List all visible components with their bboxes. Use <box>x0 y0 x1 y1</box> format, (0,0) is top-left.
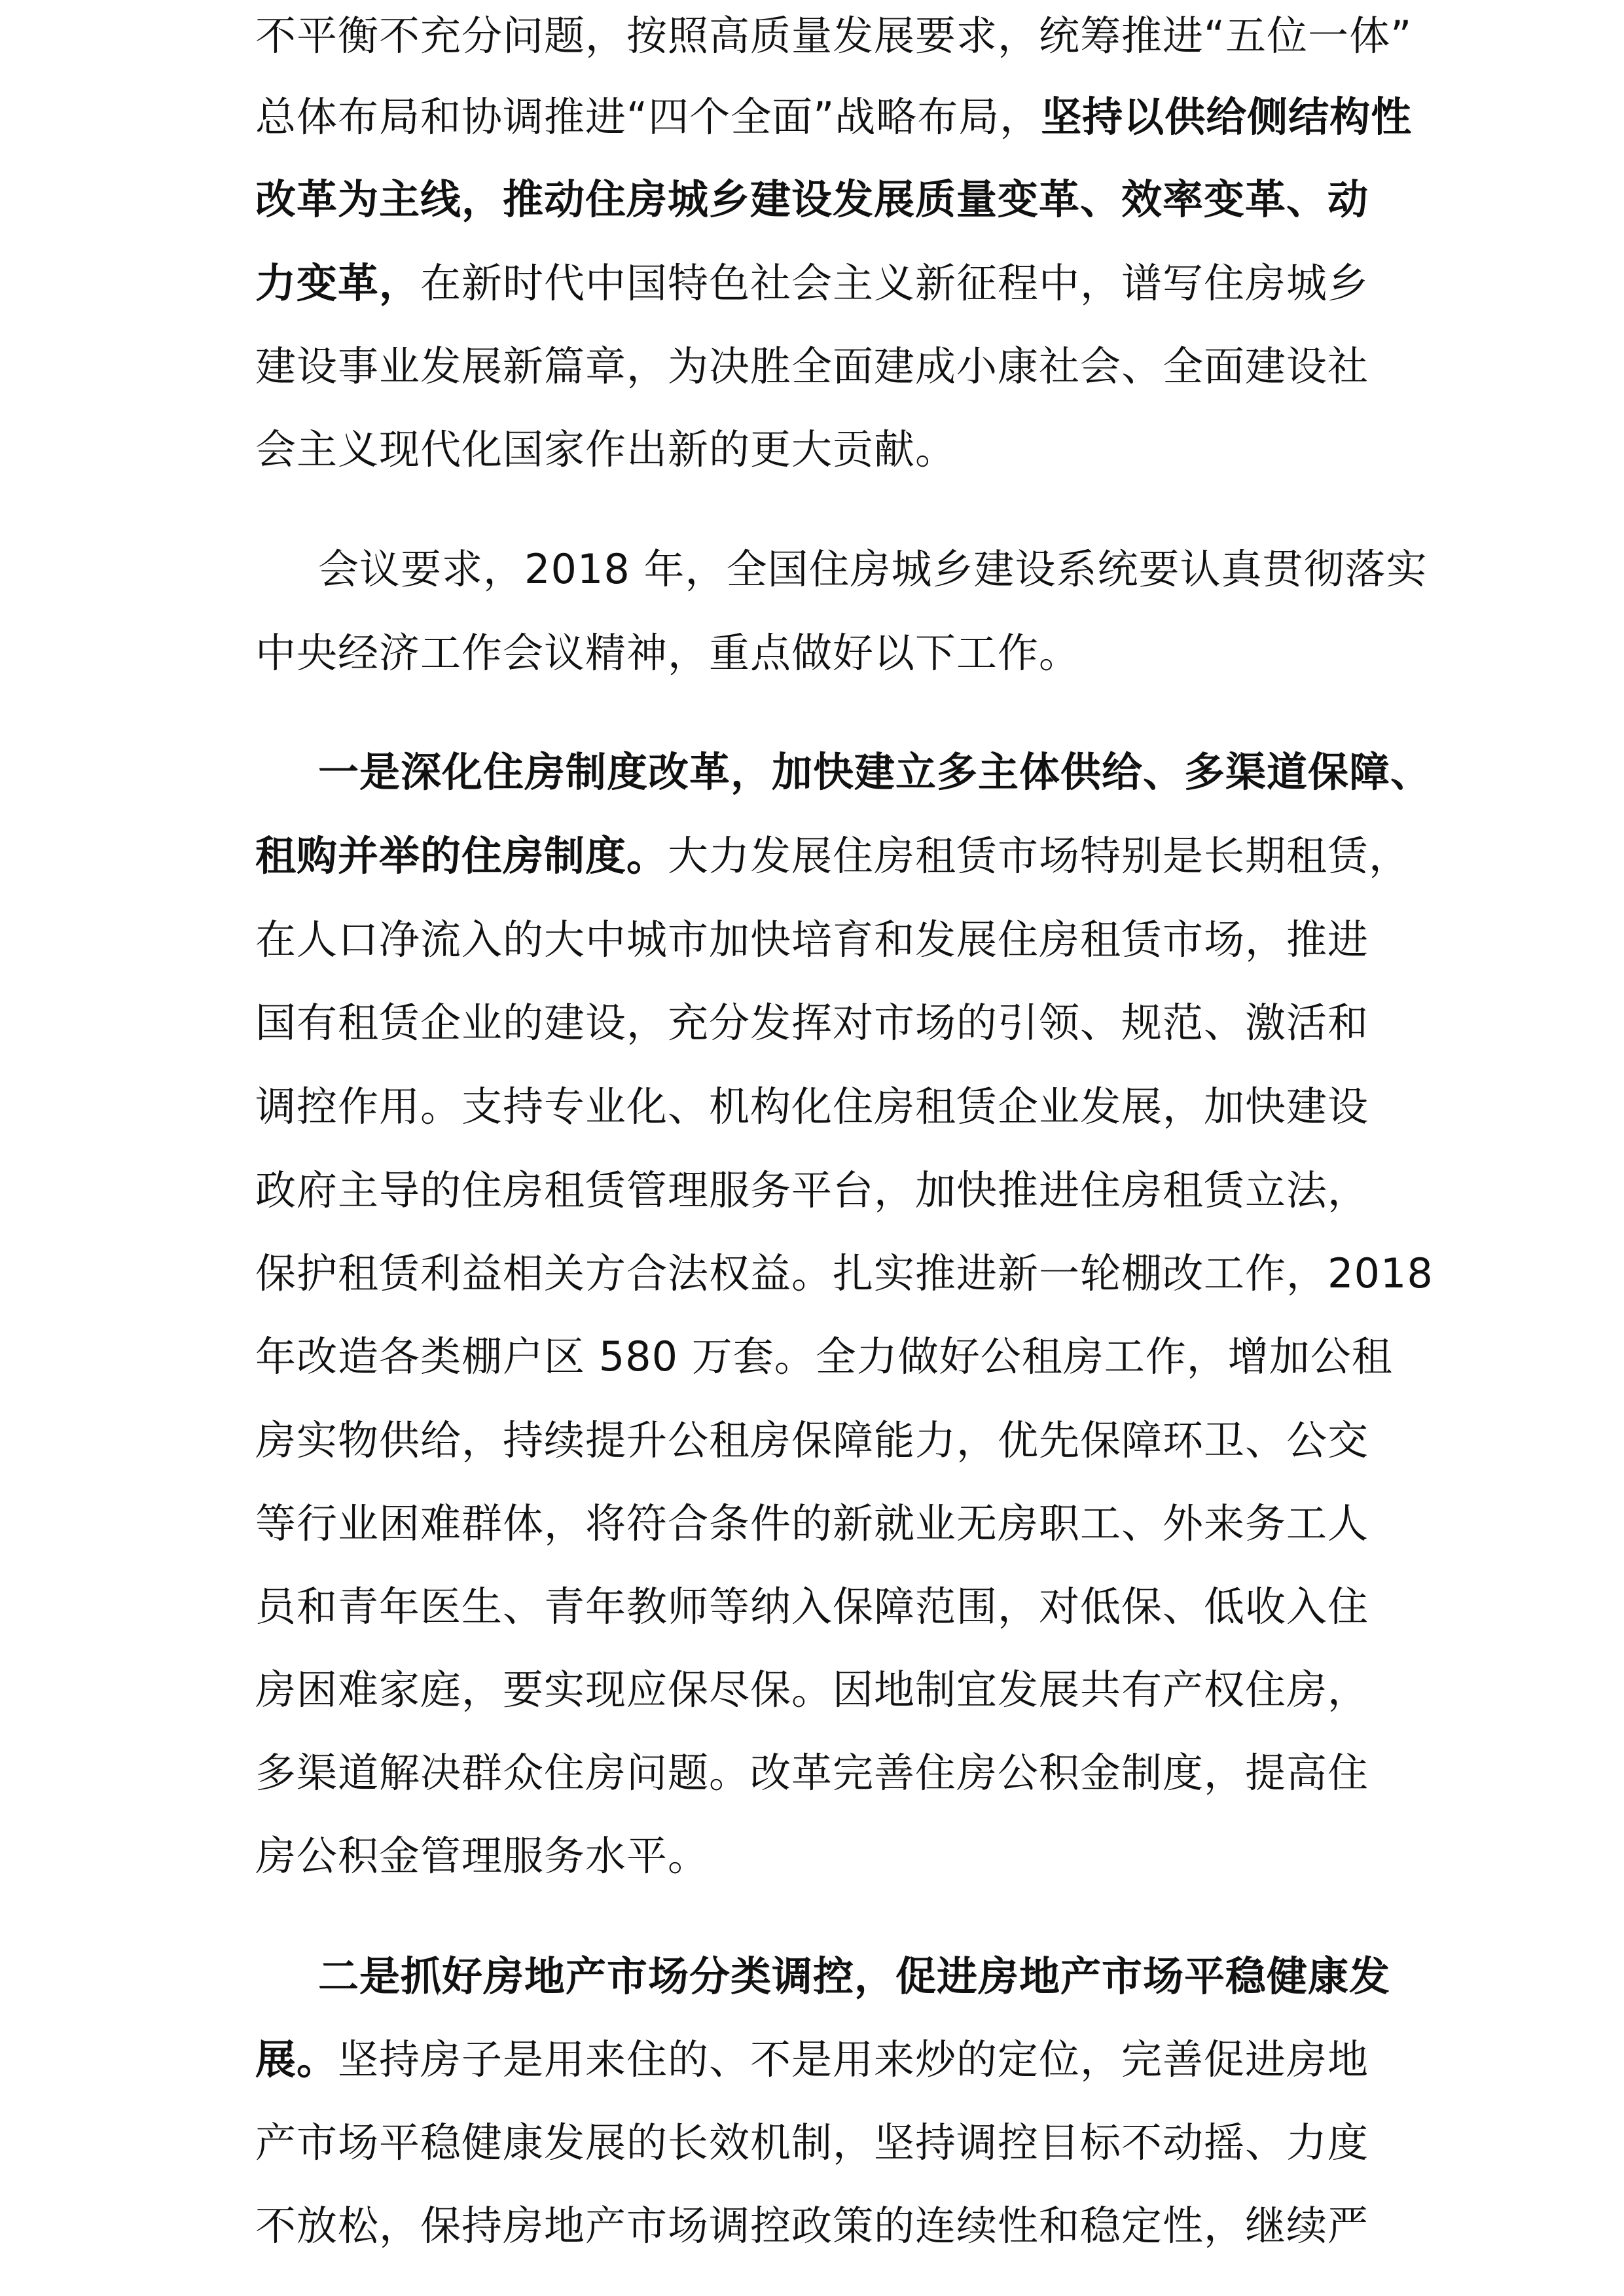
text-run: 坚持房子是用来住的、不是用来炒的定位，完善促进房地 <box>338 2036 1369 2083</box>
paragraph-1-line-6 <box>255 414 1381 486</box>
text-run: 建设事业发展新篇章，为决胜全面建成小康社会、全面建设社 <box>255 342 1369 390</box>
paragraph-4-line-2 <box>255 2024 1381 2096</box>
text-run: 国有租赁企业的建设，充分发挥对市场的引领、规范、激活和 <box>255 999 1369 1047</box>
text-run: 房公积金管理服务水平。 <box>255 1832 710 1880</box>
text-run: 不平衡不充分问题，按照高质量发展要求，统筹推进“五位一体” <box>255 12 1413 60</box>
text-run: 不放松，保持房地产市场调控政策的连续性和稳定性，继续严 <box>255 2202 1369 2250</box>
paragraph-1-line-2 <box>255 81 1413 153</box>
paragraph-3-line-1 <box>318 736 1432 808</box>
paragraph-3-line-9 <box>255 1405 1381 1477</box>
bold-text-run: 二是抓好房地产市场分类调控，促进房地产市场平稳健康发 <box>318 1952 1391 2000</box>
paragraph-2-line-2 <box>255 617 1381 689</box>
text-run: 年改造各类棚户区 580 万套。全力做好公租房工作，增加公租 <box>255 1333 1393 1380</box>
text-run: 总体布局和协调推进“四个全面”战略布局， <box>255 93 1041 141</box>
paragraph-3-line-12 <box>255 1654 1381 1726</box>
text-run: 政府主导的住房租赁管理服务平台，加快推进住房租赁立法， <box>255 1166 1369 1214</box>
bold-text-run: 一是深化住房制度改革，加快建立多主体供给、多渠道保障、 <box>318 748 1432 796</box>
text-run: 在新时代中国特色社会主义新征程中，谱写住房城乡 <box>420 259 1369 307</box>
paragraph-4-line-4 <box>255 2190 1381 2262</box>
paragraph-3-line-7 <box>255 1238 1434 1310</box>
text-run: 调控作用。支持专业化、机构化住房租赁企业发展，加快建设 <box>255 1083 1369 1130</box>
paragraph-4-line-3 <box>255 2107 1381 2179</box>
text-run: 产市场平稳健康发展的长效机制，坚持调控目标不动摇、力度 <box>255 2119 1369 2166</box>
text-run: 会主义现代化国家作出新的更大贡献。 <box>255 425 957 473</box>
paragraph-3-line-10 <box>255 1488 1381 1560</box>
bold-text-run: 力变革， <box>255 259 421 307</box>
text-run: 等行业困难群体，将符合条件的新就业无房职工、外来务工人 <box>255 1499 1369 1547</box>
paragraph-3-line-5 <box>255 1071 1381 1143</box>
text-run: 多渠道解决群众住房问题。改革完善住房公积金制度，提高住 <box>255 1749 1369 1797</box>
paragraph-3-line-6 <box>255 1155 1381 1227</box>
text-run: 会议要求，2018 年，全国住房城乡建设系统要认真贯彻落实 <box>318 545 1428 593</box>
paragraph-1-line-4 <box>255 247 1381 319</box>
text-run: 在人口净流入的大中城市加快培育和发展住房租赁市场，推进 <box>255 916 1369 963</box>
paragraph-1-line-3 <box>255 164 1381 236</box>
bold-text-run: 租购并举的住房制度。 <box>255 832 668 880</box>
text-run: 员和青年医生、青年教师等纳入保障范围，对低保、低收入住 <box>255 1583 1369 1630</box>
paragraph-3-line-4 <box>255 987 1381 1059</box>
text-run: 大力发展住房租赁市场特别是长期租赁， <box>668 832 1411 880</box>
paragraph-3-line-2 <box>255 820 1411 892</box>
paragraph-3-line-3 <box>255 904 1381 976</box>
paragraph-1-line-5 <box>255 331 1381 403</box>
paragraph-3-line-11 <box>255 1571 1381 1643</box>
paragraph-4-line-1 <box>318 1941 1391 2013</box>
paragraph-2-line-1 <box>318 533 1428 605</box>
text-run: 中央经济工作会议精神，重点做好以下工作。 <box>255 629 1081 677</box>
paragraph-3-line-8 <box>255 1321 1393 1393</box>
text-run: 房困难家庭，要实现应保尽保。因地制宜发展共有产权住房， <box>255 1666 1369 1713</box>
bold-text-run: 展。 <box>255 2036 338 2083</box>
paragraph-3-line-14 <box>255 1820 1381 1892</box>
paragraph-1-line-1 <box>255 0 1413 72</box>
paragraph-3-line-13 <box>255 1737 1381 1809</box>
text-run: 房实物供给，持续提升公租房保障能力，优先保障环卫、公交 <box>255 1416 1369 1464</box>
text-run: 保护租赁利益相关方合法权益。扎实推进新一轮棚改工作，2018 <box>255 1249 1434 1297</box>
bold-text-run: 改革为主线，推动住房城乡建设发展质量变革、效率变革、动 <box>255 175 1369 223</box>
bold-text-run: 坚持以供给侧结构性 <box>1041 93 1413 141</box>
